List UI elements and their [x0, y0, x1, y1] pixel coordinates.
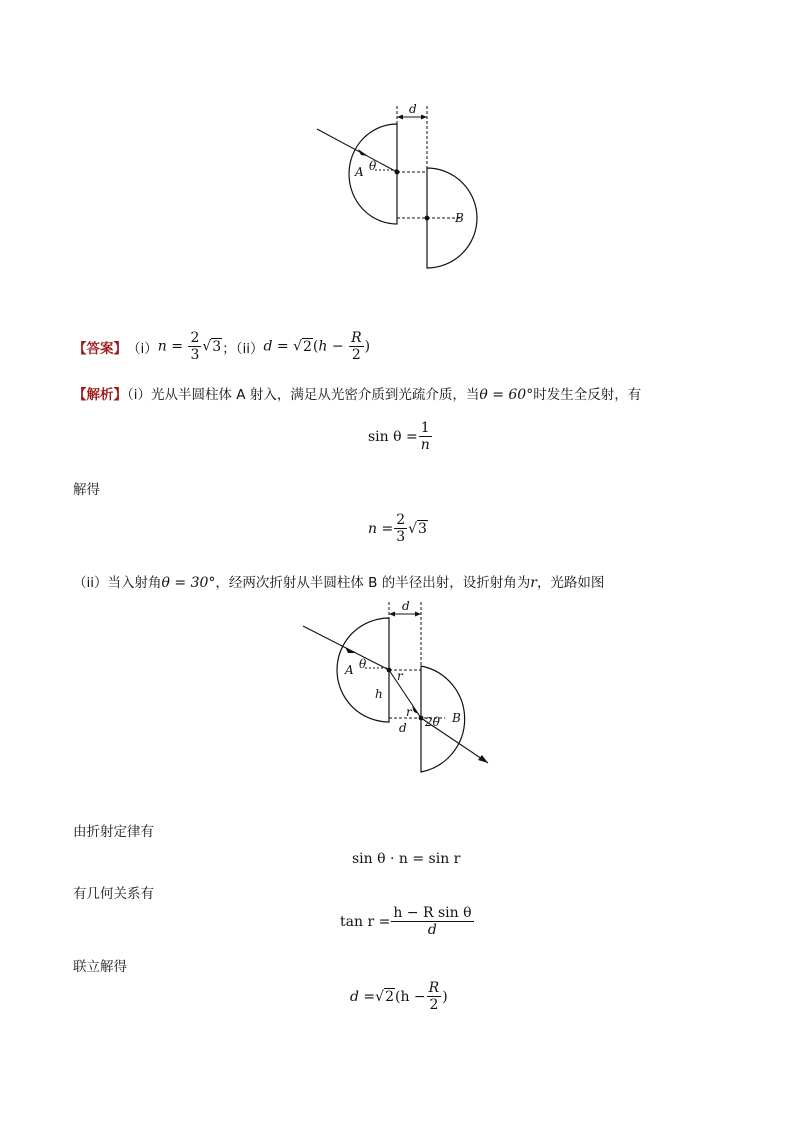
- answer-n-formula: n = $\frac{2}{3}$ √3: [157, 330, 222, 364]
- final-equation: d = √ 2 (h − $\frac{R}{2}$ ): [350, 980, 448, 1014]
- label-d-top: d: [402, 599, 410, 613]
- combine-title: 联立解得: [73, 959, 127, 975]
- label-theta-2: θ: [359, 657, 367, 671]
- figure-2-diagram: [295, 598, 495, 778]
- answer-part1-prefix: （i）: [127, 340, 158, 357]
- label-h: h: [375, 687, 383, 701]
- label-theta: θ: [369, 159, 377, 173]
- equation-n-value: n = $\frac{2}{3}$ √ 3: [368, 512, 427, 546]
- label-r-1: r: [397, 669, 403, 683]
- answer-separator: ；（ii）: [222, 340, 264, 357]
- refracted-ray-gap: [389, 670, 421, 718]
- tan-equation: tan r = $\frac{\text{h − R sin θ}}{d}$: [340, 905, 472, 939]
- snell-law-title: 由折射定律有: [73, 824, 154, 840]
- analysis-line-1: 【解析】（i）光从半圆柱体 A 射入，满足从光密介质到光疏介质，当θ = 60°时发生全反射，有: [73, 387, 642, 403]
- label-a-2: A: [345, 663, 354, 677]
- label-a: A: [355, 165, 364, 179]
- snell-law-equation: sin θ · n = sin r: [352, 851, 461, 867]
- label-d-bottom: d: [399, 721, 407, 735]
- geometry-title: 有几何关系有: [73, 886, 154, 902]
- analysis-line-2: （ii）当入射角θ = 30°，经两次折射从半圆柱体 B 的半径出射，设折射角为r，光路如图: [73, 575, 605, 591]
- analysis-tag: 【解析】: [73, 387, 127, 403]
- answer-d-formula: d = √2(h − $\frac{R}{2}$ ): [263, 330, 371, 364]
- label-b-2: B: [452, 711, 461, 725]
- answer-line: [73, 330, 370, 363]
- answer-tag: 【答案】: [73, 340, 127, 357]
- label-b: B: [455, 211, 464, 225]
- label-r-2: r: [406, 705, 412, 719]
- equation-sin-theta: sin θ = $\frac{1}{n}$: [368, 420, 430, 454]
- label-2theta: 2θ: [425, 715, 440, 729]
- solve-label-1: 解得: [73, 482, 100, 498]
- label-d: d: [409, 102, 417, 116]
- figure-1-diagram: [300, 100, 490, 275]
